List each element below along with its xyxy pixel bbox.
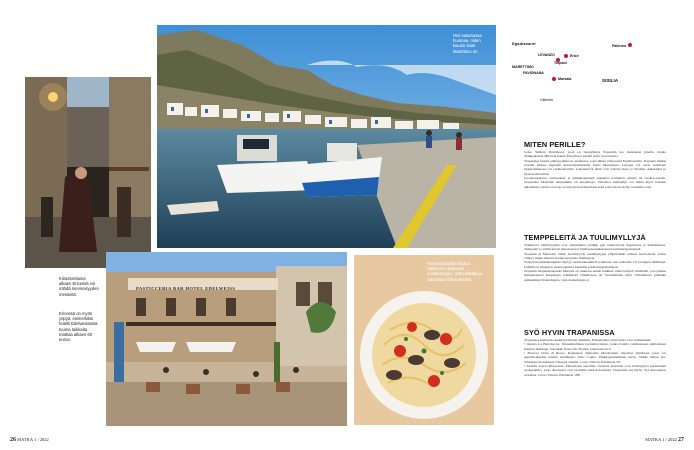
- paragraph: Trapanin naapurikaupunki Marsala on tunnettu ennen kaikkea väkevöidystä viinistään, jota pääsee maistelemaan kaupungin erinäisissä viinitiloissa tai vierailemalla niitä. Viinitiloissa pidetään esimerkiksi Donnafugata, visit.donnafugata.it: [524, 269, 666, 282]
- pasta-caption: Venusnimpukka kuuluu Välimeren ahkerasti maukkaimpiin. Sitä pastalla ja valmistaa villiä tuoreista.: [427, 261, 483, 282]
- page-number: 26: [10, 437, 16, 443]
- list-item: • Enoteca Verra di Rosso. Keskustan viikkaalla käveleykatu. Sijaitsee viinibaari, jossa voi aperitiivikeulan nauttia laadukasta. Vino Cogito. Pikkaapanttaminen myös. Viikko Ilman työ. Vinnenne menokseen Vinoppa viinilla. Corso Vittorio Emanuele 59.: [524, 351, 666, 364]
- map-label-marettimo: MARETTIMO: [512, 65, 534, 69]
- map-dot-marsala: [552, 77, 556, 81]
- harbor-illustration: [157, 25, 496, 248]
- map-label-valimeri: Välimeri: [540, 98, 553, 102]
- map-label-favignana: FAVIGNANA: [523, 71, 544, 75]
- paragraph: Trapanissa bussin päätepysäkki on satamassa, josta lähtee yhteysalus Egadisaarille. Trapanin lisäksi saarille pääsee myösäm kantosiipialuksella myös Marsalasta. Lippuja voi ostaa satamaan lipputoimistosta tai verkkosivuilta. Lokennoivat ehtät ovat Liberty-lines ja Siremar. Aikataulut ja liput netistä pitää.: [524, 158, 666, 176]
- folio-right: [645, 437, 684, 443]
- map-dot-erice: [564, 54, 568, 58]
- map-label-marsala: Marsala: [558, 77, 572, 81]
- magazine-issue: MATKA 1 / 2022: [17, 437, 49, 442]
- map-sea-label: Egadisaaret: [512, 42, 536, 46]
- list-item: • Antichi Sapori Ristorante. Pakaloisten suosima, vieraisia piazzalle ovat levittäytyvä perinteinen ruokapaikka, jossa ainoiseset ovat ruokailla sekä kokonaisia. Trapanille saa myös. Syö kala-annos tuoreista. Corso Vittorio Emanuele 188.: [524, 364, 666, 377]
- section-body-food: [524, 338, 666, 377]
- map-dot-palermo: [628, 43, 632, 47]
- cafe-photo: [106, 252, 347, 426]
- harbor-caption: Heti satamassa huomaa, miten kaunis saari Marettimo on.: [453, 33, 482, 54]
- list-item: • Osteria La Bettolaccia. Tunnelmallinen kortteliravintola, jonka listalla valmistetaan sisilialaisen keittiön herkkuja. Suosikki: Pasta alla Norma. labettolaccia.it: [524, 342, 666, 351]
- paragraph: Vaikuttava nähtävyyksiä ovat esimerkiksi antiikin gen rauniotaveet Segestassa ja Selinuntessa. Temppelit ja amfiteatterit muodostavat Sisilian kreikkalaisesta kulttuuriperinnöstä.: [524, 243, 666, 252]
- paragraph: Lento Sisilian Palermoon, josta on bussiyhteys Trapaniin tuo matkustaa junalla, matka Tiahkentsasta Milanon kautta Palermoon kestää parin vuorokautta.: [524, 150, 666, 159]
- magazine-issue: MATKA 1 / 2022: [645, 437, 677, 442]
- paragraph: Sicipetton pikkukaupunki täyttyy luonnonkauniista paikoista, sen rannoilla voi loungata delfiinejä. Lähellä on Zingaron luonnonpuisto kauniine patikointipolkuineen.: [524, 260, 666, 269]
- street-procession-photo: [25, 77, 151, 268]
- street-caption-1: Kiirastorstaina alkaen Ericessä voi nähdä menneisyyden messeitä.: [59, 276, 99, 297]
- paragraph: Trapanin ja Marsalan väliin levittäytyvät tuulimyllyjen ympäröimät valkeat suola-altaat, joissa viihtyy muun muassa luonnonvaraisia flamingoja.: [524, 251, 666, 261]
- street-illustration: [25, 77, 151, 268]
- page-number: 27: [678, 437, 684, 443]
- map-label-levanzo: LEVANZO: [538, 53, 555, 57]
- section-heading-getting-there: MITEN PERILLE?: [524, 140, 586, 149]
- street-caption-2: Ericessä on myös yöpyä, esimerkiksi hotelli Edelweississä tuuma taikkaita matkaa alkaen 60 euroa.: [59, 311, 98, 343]
- cafe-illustration: [106, 252, 347, 426]
- paragraph: Luonnonpuistot, rauisaukset ja pikkukaupungit sukeutua parhaiten omalla tai vuokra-autolla. Trapanista Marsalan kaupunkiin on junayhteys. Vihoittoa matkailija voi tutkia myös bussien aikatauluja, mutta vuoroja on tarjolla harvakseltaan sekä com.bus-in-sicily, trenitalia.com.: [524, 176, 666, 189]
- map: [510, 25, 685, 131]
- map-label-palermo: Palermo: [612, 44, 627, 48]
- map-label-sisilia: SISILIA: [602, 78, 619, 83]
- section-body-getting-there: [524, 150, 666, 189]
- map-label-trapani: Trapani: [554, 61, 567, 65]
- harbor-photo: [157, 25, 496, 248]
- section-heading-food: SYÖ HYVIN TRAPANISSA: [524, 328, 615, 337]
- section-body-temples: [524, 243, 666, 282]
- map-illustration: [510, 25, 685, 131]
- map-label-erice: Erice: [570, 54, 579, 58]
- section-heading-temples: TEMPPELEITÄ JA TUULIMYLLYJÄ: [524, 233, 646, 242]
- folio-left: [10, 437, 49, 443]
- pasta-photo: [354, 255, 494, 425]
- shop-sign: PASTICCERIA BAR HOTEL EDELWEISS: [136, 286, 236, 291]
- paragraph: Trapanissa kannattaa keskittyä meren antimiin. Erinomaisia ravintoloita ovat esimerkiksi:: [524, 338, 652, 342]
